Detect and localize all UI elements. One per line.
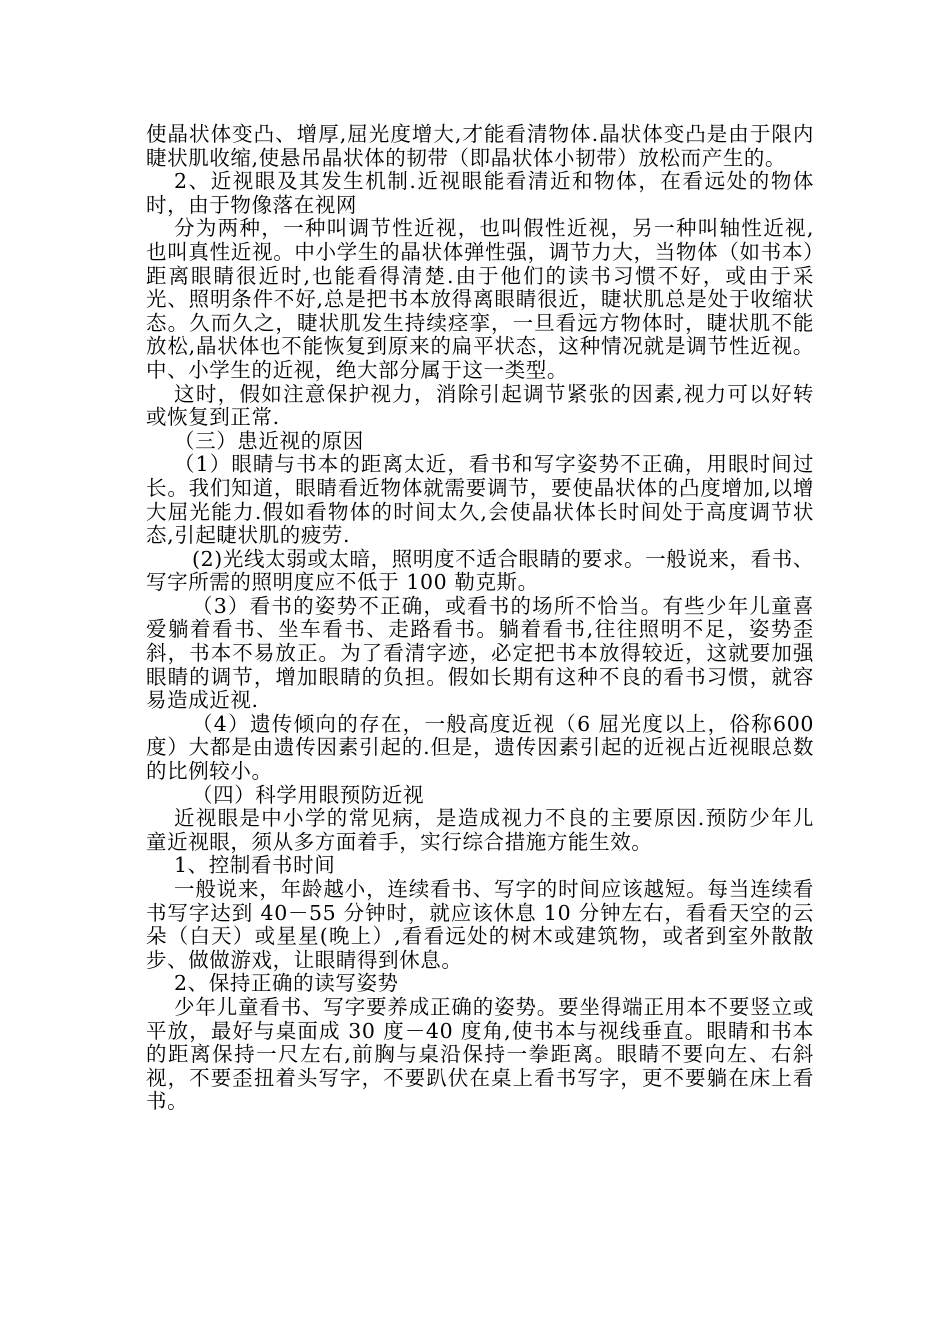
section-heading-causes: （三）患近视的原因	[174, 428, 364, 453]
paragraph-posture: 少年儿童看书、写字要养成正确的姿势。要坐得端正用本不要竖立或平放，最好与桌面成 30 度－40 度角,使书本与视线垂直。眼睛和书本的距离保持一尺左右,前胸与桌沿保持一拳距离。眼睛不要向左、右斜视，不要歪扭着头写字，不要趴伏在桌上看书写字，更不要躺在床上看书。	[146, 994, 814, 1114]
paragraph-cause-3: （3）看书的姿势不正确，或看书的场所不恰当。有些少年儿童喜爱躺着看书、坐车看书、走路看书。躺着看书,往往照明不足，姿势歪斜，书本不易放正。为了看清字迹，必定把书本放得较近，这就要加强眼睛的调节，增加眼睛的负担。假如长期有这种不良的看书习惯，就容易造成近视.	[146, 593, 814, 713]
subheading-reading-time: 1、控制看书时间	[174, 853, 336, 878]
paragraph-myopia-mechanism: 2、近视眼及其发生机制.近视眼能看清近和物体，在看远处的物体时，由于物像落在视网	[146, 169, 814, 217]
paragraph-reading-time: 一般说来，年龄越小，连续看书、写字的时间应该越短。每当连续看书写字达到 40－55 分钟时，就应该休息 10 分钟左右，看看天空的云朵（白天）或星星(晚上）,看看远处的树木或建筑物，或者到室外散散步、做做游戏，让眼睛得到休息。	[146, 877, 814, 972]
paragraph-recovery: 这时，假如注意保护视力，消除引起调节紧张的因素,视力可以好转或恢复到正常.	[146, 381, 814, 430]
paragraph-cause-2: (2)光线太弱或太暗，照明度不适合眼睛的要求。一般说来，看书、写字所需的照明度应不低于 100 勒克斯。	[146, 546, 814, 595]
section-heading-prevention: （四）科学用眼预防近视	[192, 782, 425, 807]
subheading-posture: 2、保持正确的读写姿势	[174, 971, 399, 996]
paragraph-myopia-types: 分为两种，一种叫调节性近视，也叫假性近视，另一种叫轴性近视,也叫真性近视。中小学生的晶状体弹性强，调节力大，当物体（如书本）距离眼睛很近时,也能看得清楚.由于他们的读书习惯不好，或由于采光、照明条件不好,总是把书本放得离眼睛很近，睫状肌总是处于收缩状态。久而久之，睫状肌发生持续痉挛，一旦看远方物体时，睫状肌不能放松,晶状体也不能恢复到原来的扁平状态，这种情况就是调节性近视。中、小学生的近视，绝大部分属于这一类型。	[146, 216, 814, 382]
paragraph-cause-1: （1）眼睛与书本的距离太近，看书和写字姿势不正确，用眼时间过长。我们知道，眼睛看近物体就需要调节，要使晶状体的凸度增加,以增大屈光能力.假如看物体的时间太久,会使晶状体长时间处于高度调节状态,引起睫状肌的疲劳.	[146, 452, 814, 548]
paragraph-cause-4: （4）遗传倾向的存在，一般高度近视（6 屈光度以上，俗称600 度）大都是由遗传因素引起的.但是，遗传因素引起的近视占近视眼总数的比例较小。	[146, 711, 814, 784]
paragraph-lens-convex: 使晶状体变凸、增厚,屈光度增大,才能看清物体.晶状体变凸是由于限内睫状肌收缩,使悬吊晶状体的韧带（即晶状体小韧带）放松而产生的。	[146, 122, 814, 170]
paragraph-prevention-intro: 近视眼是中小学的常见病，是造成视力不良的主要原因.预防少年儿童近视眼，须从多方面着手，实行综合措施方能生效。	[146, 806, 814, 854]
document-body	[146, 123, 814, 1114]
